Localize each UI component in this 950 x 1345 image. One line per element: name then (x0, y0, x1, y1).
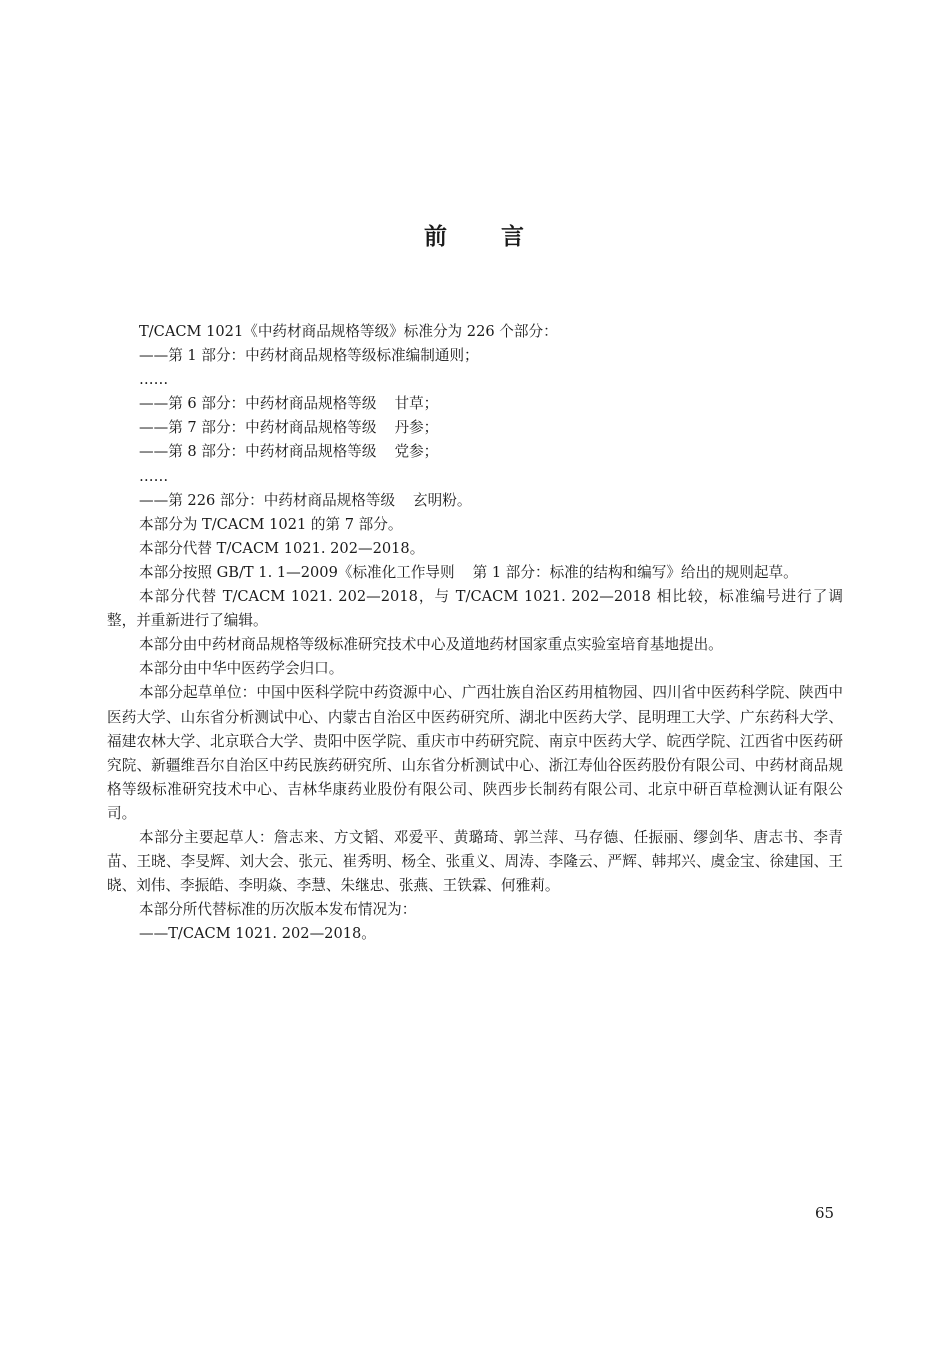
part-label: ——第 7 部分：中药材商品规格等级 (139, 419, 377, 437)
part-subject: 玄明粉。 (413, 491, 472, 509)
part-subject: 丹参； (394, 419, 439, 437)
part-subject: 甘草； (394, 395, 439, 413)
replacement-statement: 本部分代替 T/CACM 1021. 202—2018。 (139, 539, 425, 557)
drafting-rules-part-a: 本部分按照 GB/T 1. 1—2009《标准化工作导则 (139, 563, 455, 581)
part-subject: 党参； (394, 443, 439, 461)
drafting-units-paragraph: 本部分起草单位：中国中医科学院中药资源中心、广西壮族自治区药用植物园、四川省中医药科学院、陕西中医药大学、山东省分析测试中心、内蒙古自治区中医药研究所、湖北中医药大学、昆明理工大学、广东药科大学、福建农林大学、北京联合大学、贵阳中医学院、重庆市中药研究院、南京中医药大学、皖西学院、江西省中医药研究院、新疆维吾尔自治区中药民族药研究所、山东省分析测试中心、浙江寿仙谷医药股份有限公司、中药材商品规格等级标准研究技术中心、吉林华康药业股份有限公司、陕西步长制药有限公司、北京中研百草检测认证有限公司。 (107, 684, 843, 822)
part-list-item (107, 416, 843, 440)
page-number: 65 (815, 1204, 835, 1222)
part-list-item: ——第 1 部分：中药材商品规格等级标准编制通则； (139, 347, 479, 365)
history-list-item: ——T/CACM 1021. 202—2018。 (139, 925, 376, 943)
part-list-item (107, 489, 843, 513)
proposer-paragraph: 本部分由中药材商品规格等级标准研究技术中心及道地药材国家重点实验室培育基地提出。 (139, 636, 723, 654)
part-label: ——第 226 部分：中药材商品规格等级 (139, 491, 396, 509)
foreword-body (107, 320, 843, 946)
part-label: ——第 8 部分：中药材商品规格等级 (139, 443, 377, 461)
part-statement: 本部分为 T/CACM 1021 的第 7 部分。 (139, 515, 403, 533)
drafting-rules-part-b: 第 1 部分：标准的结构和编写》给出的规则起草。 (472, 563, 798, 581)
ellipsis-line: …… (139, 371, 169, 389)
parts-intro-paragraph: T/CACM 1021《中药材商品规格等级》标准分为 226 个部分： (139, 323, 558, 340)
title-char-left: 前 (424, 224, 449, 250)
part-list-item (107, 440, 843, 464)
changes-paragraph: 本部分代替 T/CACM 1021. 202—2018，与 T/CACM 1021. 202—2018 相比较，标准编号进行了调整，并重新进行了编辑。 (107, 588, 843, 630)
title-char-right: 言 (501, 224, 526, 250)
page-title (0, 218, 950, 251)
drafting-rules-paragraph (107, 561, 843, 585)
part-label: ——第 6 部分：中药材商品规格等级 (139, 395, 377, 413)
part-list-item (107, 392, 843, 416)
history-intro-paragraph: 本部分所代替标准的历次版本发布情况为： (139, 901, 417, 919)
centralized-by-paragraph: 本部分由中华中医药学会归口。 (139, 660, 344, 678)
ellipsis-line: …… (139, 467, 169, 485)
drafters-paragraph: 本部分主要起草人：詹志来、方文韬、邓爱平、黄璐琦、郭兰萍、马存德、任振丽、缪剑华、唐志书、李青苗、王晓、李旻辉、刘大会、张元、崔秀明、杨全、张重义、周涛、李隆云、严辉、韩邦兴、虞金宝、徐建国、王晓、刘伟、李振皓、李明焱、李慧、朱继忠、张燕、王铁霖、何雅莉。 (107, 828, 843, 895)
